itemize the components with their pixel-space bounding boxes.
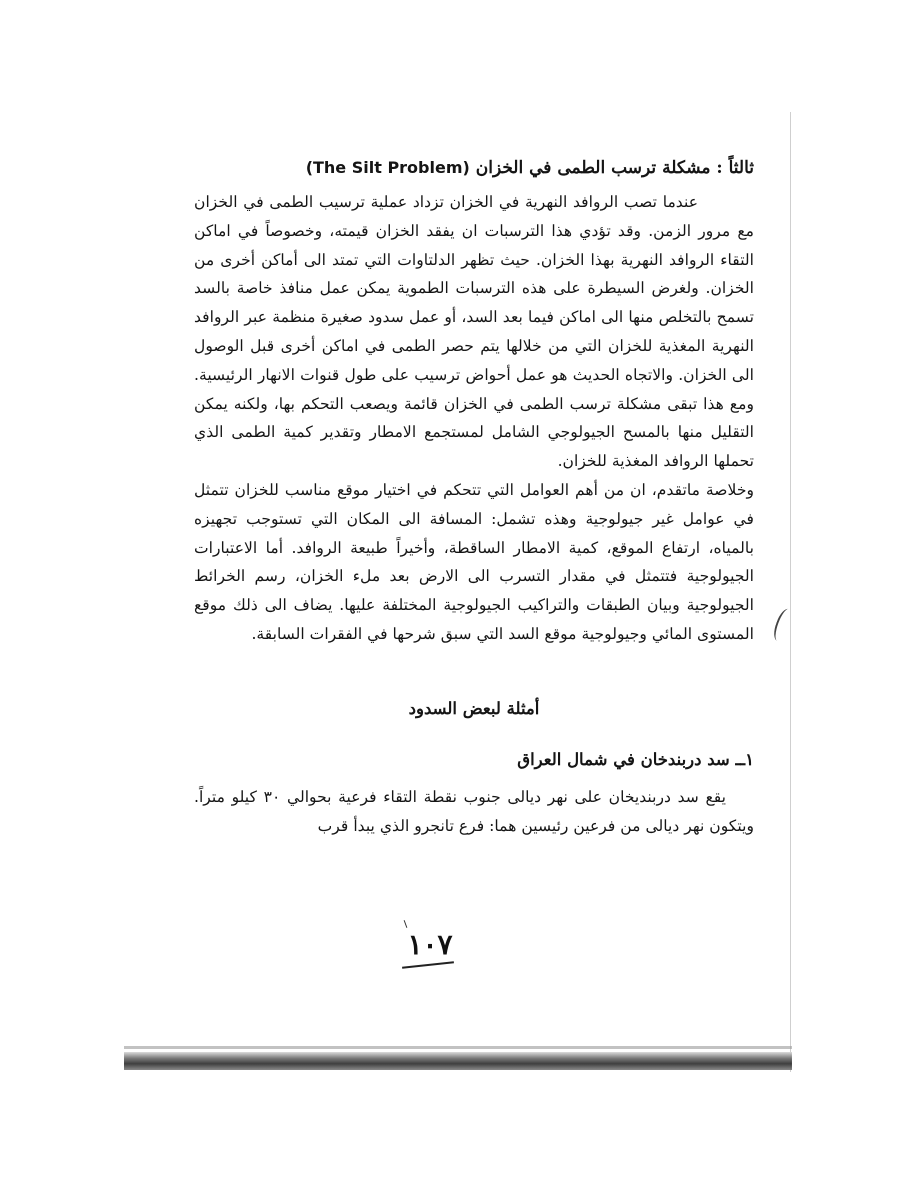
page-edge-line (790, 112, 791, 1072)
page-number-underline (402, 961, 454, 968)
paragraph-darbandikhan: يقع سد دربنديخان على نهر ديالى جنوب نقطة التقاء فرعية بحوالي ٣٠ كيلو متراً. ويتكون نهر ديالى من فرعين رئيسين هما: فرع تانجرو الذي يبدأ قرب (194, 787, 754, 835)
section-title-english: (The Silt Problem) (305, 158, 470, 177)
scan-edge-shadow (124, 1052, 792, 1070)
examples-heading: أمثلة لبعض السدود (408, 698, 540, 718)
section-title (194, 158, 754, 178)
paragraph-summary: وخلاصة ماتقدم، ان من أهم العوامل التي تتحكم في اختيار موقع مناسب للخزان تتمثل في عوامل غير جيولوجية وهذه تشمل: المسافة الى المكان التي تستوجب تجهيزه بالمياه، ارتفاع الموقع، كمية الامطار الساقطة، وأخيراً طبيعة الروافد. أما الاعتبارات الجيولوجية فتتمثل في مقدار التسرب الى الارض بعد ملء الخزان، رسم الخرائط الجيولوجية وبيان الطبقات والتراكيب الجيولوجية المختلفة عليها. يضاف الى ذلك موقع المستوى المائي وجيولوجية موقع السد التي سبق شرحها في الفقرات السابقة. (194, 480, 754, 643)
paragraph-silt-problem: عندما تصب الروافد النهرية في الخزان تزداد عملية ترسيب الطمى في الخزان مع مرور الزمن. وقد تؤدي هذا الترسبات ان يفقد الخزان قيمته، وخصوصاً في اماكن التقاء الروافد النهرية بهذا الخزان. حيث تظهر الدلتاوات التي تمتد الى أماكن أخرى من الخزان. ولغرض السيطرة على هذه الترسبات الطموية يمكن عمل منافذ خاصة بالسد تسمح بالتخلص منها الى اماكن فيما بعد السد، أو عمل سدود صغيرة منظمة عبر الروافد النهرية المغذية للخزان التي من خلالها يتم حصر الطمى في اماكن أخرى قبل الوصول الى الخزان. والاتجاه الحديث هو عمل أحواض ترسيب على طول قنوات الانهار الرئيسية. ومع هذا تبقى مشكلة ترسب الطمى في الخزان قائمة ويصعب التحكم بها، ولكنه يمكن التقليل منها بالمسح الجيولوجي الشامل لمستجمع الامطار وتقدير كمية الطمى الذي تحملها الروافد المغذية للخزان. (194, 193, 754, 471)
page-content (194, 150, 754, 840)
page-number: ١٠٧ (407, 928, 453, 961)
page-number-tick (404, 920, 408, 928)
scan-edge-line (124, 1046, 792, 1049)
example-title-darbandikhan: ١ــ سد دربندخان في شمال العراق (517, 749, 754, 769)
section-title-arabic: ثالثاً : مشكلة ترسب الطمى في الخزان (475, 158, 754, 178)
margin-mark (771, 607, 796, 644)
